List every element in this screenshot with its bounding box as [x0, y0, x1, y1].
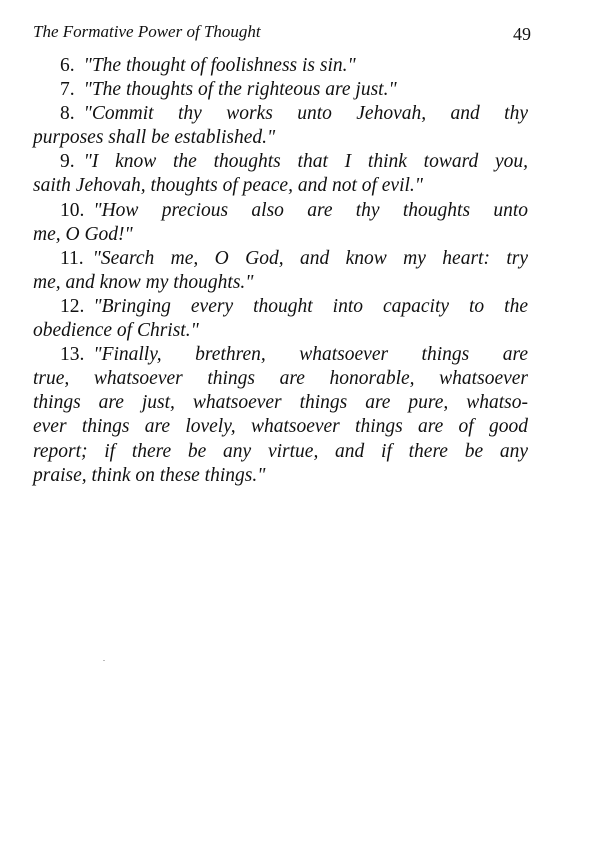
scripture-item — [33, 247, 528, 295]
text-line — [33, 199, 528, 223]
line-text: things are just, whatsoever things are pure, whatso- — [33, 392, 528, 414]
line-text: "Search me, O God, and know my heart: try — [92, 247, 528, 269]
line-text: saith Jehovah, thoughts of peace, and not of evil." — [33, 175, 423, 197]
line-text: "How precious also are thy thoughts unto — [93, 199, 528, 221]
text-line — [33, 271, 528, 295]
line-text: "Commit thy works unto Jehovah, and thy — [83, 103, 528, 125]
scripture-item — [33, 150, 528, 198]
scripture-item — [33, 295, 528, 343]
text-line — [33, 78, 528, 102]
line-text: report; if there be any virtue, and if there be any — [33, 440, 528, 462]
running-header — [33, 22, 531, 46]
text-line — [33, 415, 528, 439]
item-number: 9. — [60, 151, 75, 173]
item-number: 10. — [60, 199, 85, 221]
line-text: praise, think on these things." — [33, 464, 266, 486]
scripture-item — [33, 199, 528, 247]
line-text: "I know the thoughts that I think toward you, — [83, 151, 528, 173]
item-number: 13. — [60, 344, 85, 366]
text-line — [33, 295, 528, 319]
item-number: 8. — [60, 103, 75, 125]
text-line — [33, 343, 528, 367]
text-line — [33, 319, 528, 343]
line-text: ever things are lovely, whatsoever things are of good — [33, 416, 528, 438]
line-text: obedience of Christ." — [33, 320, 199, 342]
item-number: 7. — [60, 79, 75, 101]
scripture-item — [33, 102, 528, 150]
page-body — [33, 54, 528, 488]
line-text: "Bringing every thought into capacity to the — [93, 295, 528, 317]
text-line — [33, 150, 528, 174]
text-line — [33, 391, 528, 415]
text-line — [33, 440, 528, 464]
page-number: 49 — [513, 24, 531, 44]
line-text: me, O God!" — [33, 223, 133, 245]
text-line — [33, 223, 528, 247]
item-number: 6. — [60, 55, 75, 76]
text-line — [33, 367, 528, 391]
text-line — [33, 247, 528, 271]
item-number: 11. — [60, 247, 84, 269]
line-text: purposes shall be established." — [33, 127, 276, 149]
item-number: 12. — [60, 295, 85, 317]
text-line — [33, 126, 528, 150]
running-title: The Formative Power of Thought — [33, 22, 261, 41]
text-line — [33, 464, 528, 488]
scripture-item — [33, 78, 528, 102]
scripture-item — [33, 343, 528, 488]
text-line — [33, 174, 528, 198]
line-text: "Finally, brethren, whatsoever things are — [93, 344, 528, 366]
line-text: me, and know my thoughts." — [33, 271, 254, 293]
line-text: true, whatsoever things are honorable, whatsoever — [33, 368, 528, 390]
text-line — [33, 54, 528, 78]
text-line — [33, 102, 528, 126]
line-text: "The thoughts of the righteous are just." — [83, 79, 397, 101]
scripture-item — [33, 54, 528, 78]
scan-speck — [103, 660, 105, 661]
line-text: "The thought of foolishness is sin." — [83, 55, 356, 76]
